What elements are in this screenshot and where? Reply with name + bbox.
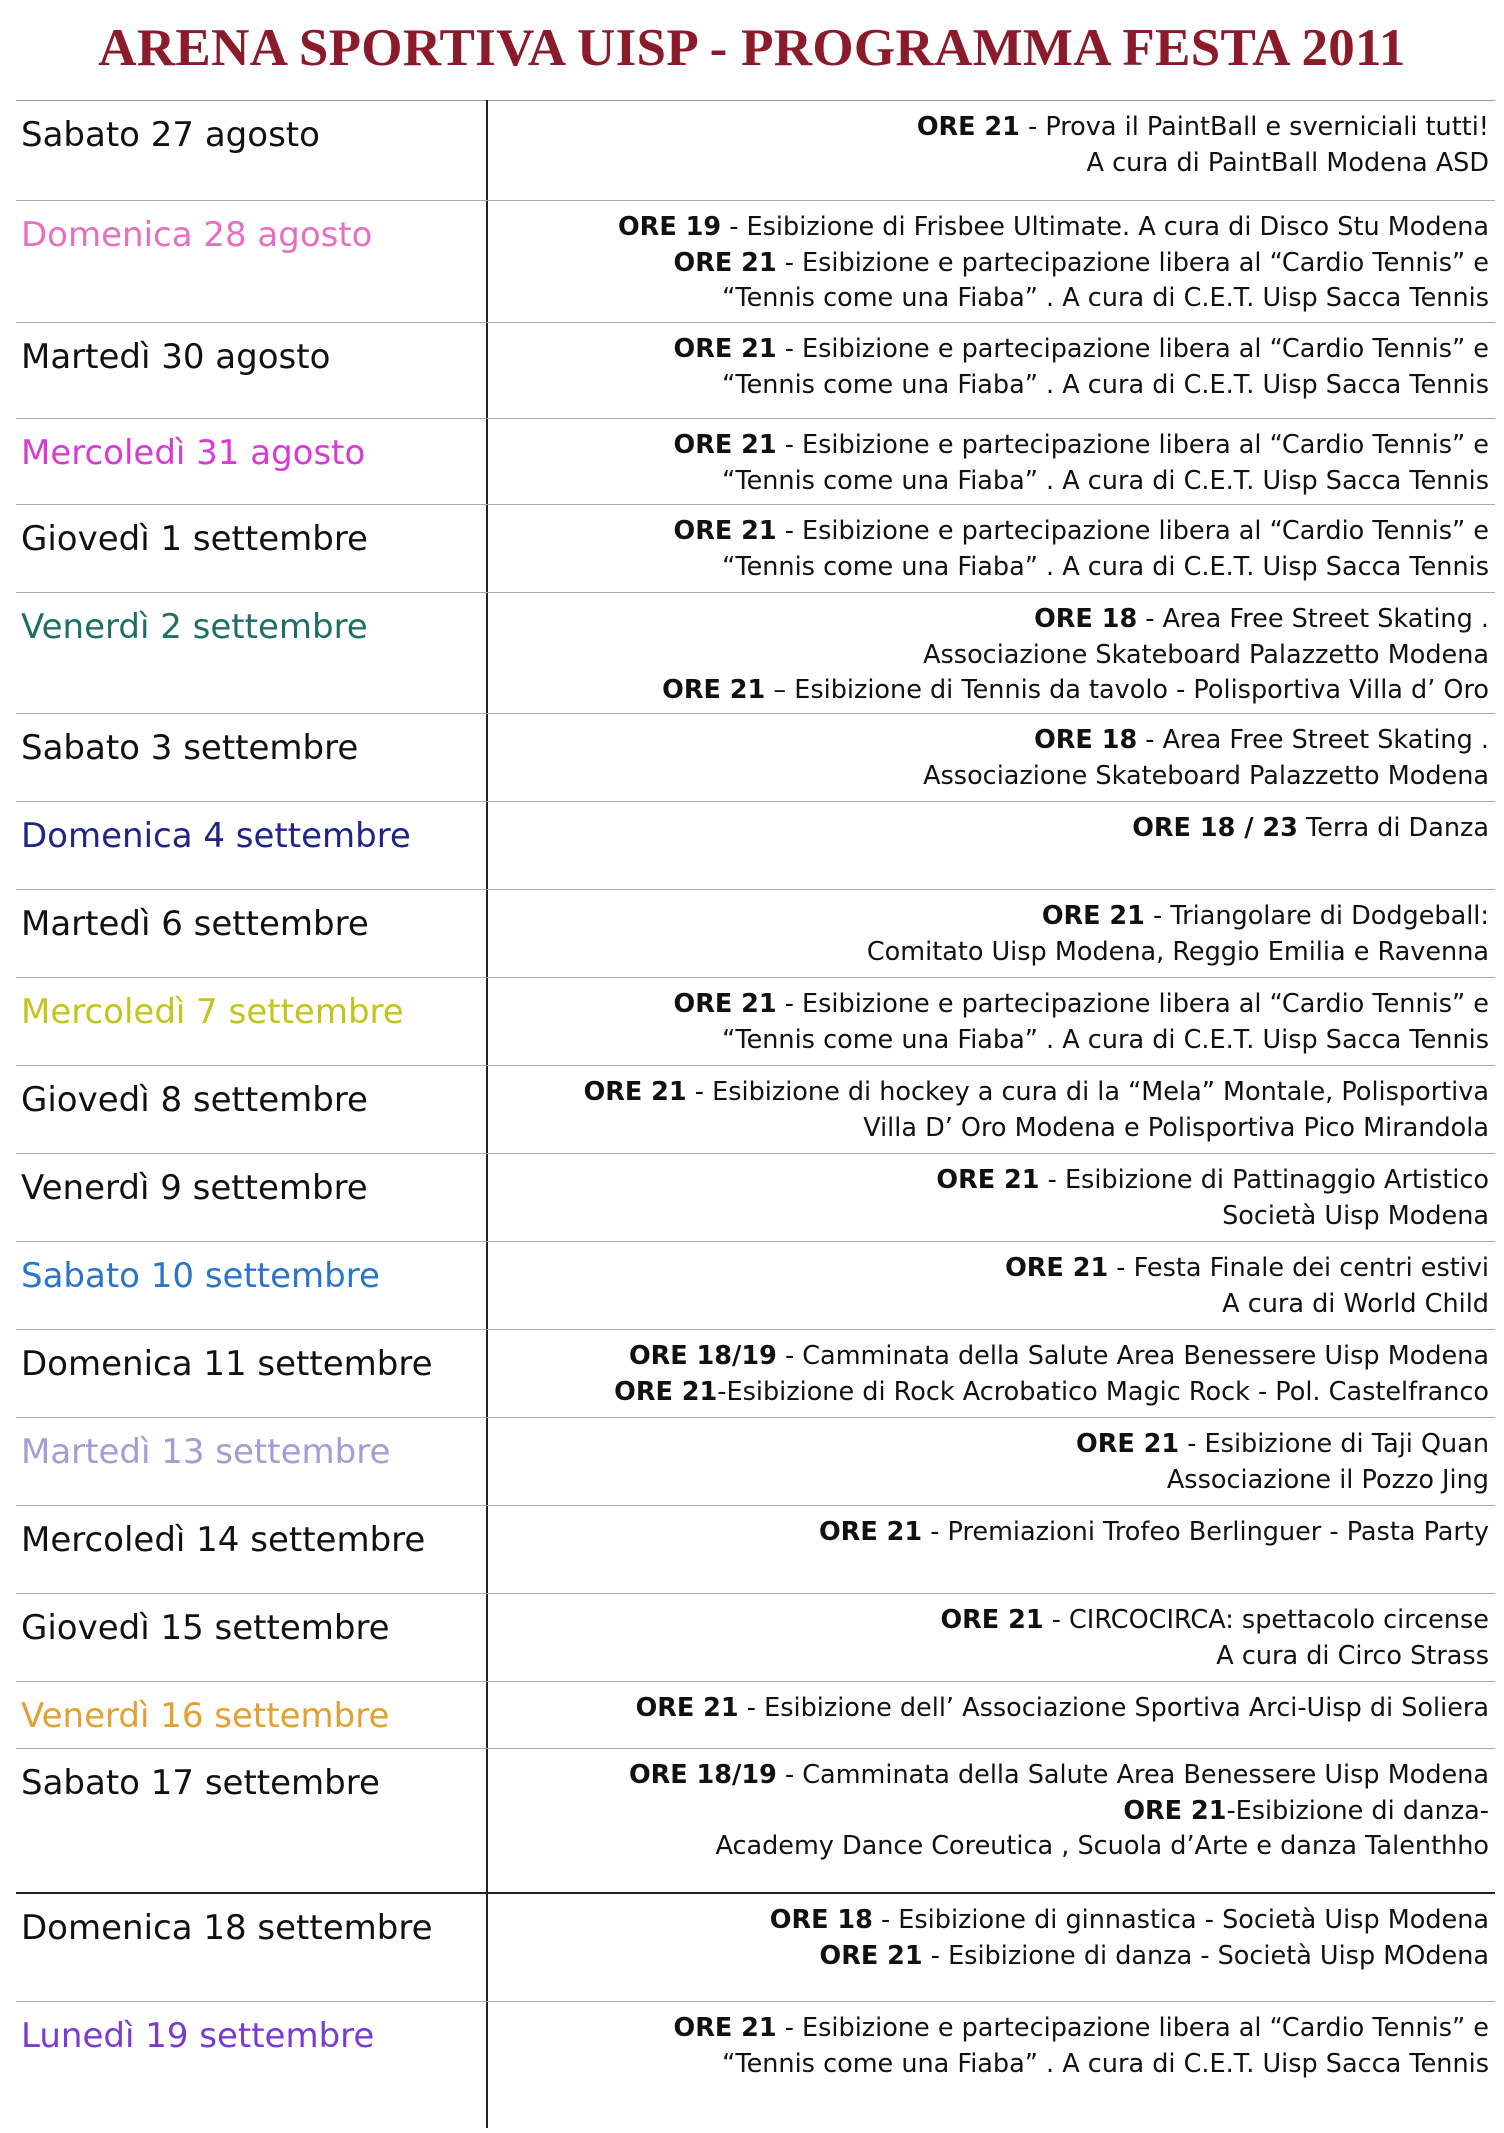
event-time: ORE 21 xyxy=(673,430,777,460)
event-line xyxy=(496,2047,1489,2083)
event-time: ORE 21 xyxy=(673,989,777,1019)
event-description: “Tennis come una Fiaba” . A cura di C.E.T. Uisp Sacca Tennis xyxy=(722,369,1489,400)
event-line xyxy=(496,899,1489,935)
event-line xyxy=(496,1427,1489,1463)
event-list xyxy=(496,428,1489,499)
day-label: Sabato 17 settembre xyxy=(21,1763,380,1803)
event-description: - Esibizione di Pattinaggio Artistico xyxy=(1039,1165,1489,1195)
event-line xyxy=(496,2011,1489,2047)
schedule-row xyxy=(16,1749,1495,1894)
event-description: - Esibizione e partecipazione libera al “Cardio Tennis” e xyxy=(776,430,1489,460)
event-list xyxy=(496,332,1489,403)
schedule-row xyxy=(16,1418,1495,1506)
schedule-row xyxy=(16,593,1495,714)
event-time: ORE 21 xyxy=(614,1376,718,1407)
event-time: ORE 18/19 xyxy=(628,1760,777,1790)
event-description: Terra di Danza xyxy=(1297,813,1489,843)
event-line xyxy=(496,110,1489,146)
event-description: Associazione il Pozzo Jing xyxy=(1166,1464,1489,1495)
event-description: “Tennis come una Fiaba” . A cura di C.E.T. Uisp Sacca Tennis xyxy=(722,283,1489,313)
event-description: “Tennis come una Fiaba” . A cura di C.E.T. Uisp Sacca Tennis xyxy=(722,551,1489,582)
day-label: Giovedì 15 settembre xyxy=(21,1608,390,1648)
event-description: A cura di Circo Strass xyxy=(1216,1640,1489,1671)
event-line xyxy=(496,1287,1489,1323)
event-time: ORE 21 xyxy=(819,1517,923,1547)
event-list xyxy=(496,514,1489,585)
event-description: - Esibizione dell’ Associazione Sportiva Arci-Uisp di Soliera xyxy=(738,1693,1489,1723)
schedule-row xyxy=(16,978,1495,1066)
event-description: - CIRCOCIRCA: spettacolo circense xyxy=(1043,1605,1489,1635)
schedule-row xyxy=(16,1242,1495,1330)
event-time: ORE 18 xyxy=(1034,725,1138,755)
day-label: Mercoledì 14 settembre xyxy=(21,1520,426,1560)
event-description: - Festa Finale dei centri estivi xyxy=(1108,1253,1489,1283)
event-line xyxy=(496,759,1489,795)
day-label: Domenica 4 settembre xyxy=(21,816,411,856)
event-line xyxy=(496,246,1489,282)
day-label: Venerdì 2 settembre xyxy=(21,607,368,647)
event-description: - Area Free Street Skating . xyxy=(1137,725,1489,755)
day-label: Giovedì 1 settembre xyxy=(21,519,368,559)
event-line xyxy=(496,1939,1489,1975)
event-description: - Esibizione e partecipazione libera al “Cardio Tennis” e xyxy=(776,334,1489,364)
event-description: – Esibizione di Tennis da tavolo - Polisportiva Villa d’ Oro xyxy=(765,675,1489,705)
event-line xyxy=(496,210,1489,246)
schedule-row xyxy=(16,2002,1495,2133)
day-label: Lunedì 19 settembre xyxy=(21,2016,375,2056)
event-description: Associazione Skateboard Palazzetto Modena xyxy=(923,760,1489,791)
schedule-row xyxy=(16,1154,1495,1242)
schedule-row xyxy=(16,201,1495,323)
event-description: “Tennis come una Fiaba” . A cura di C.E.T. Uisp Sacca Tennis xyxy=(722,1024,1489,1055)
event-line xyxy=(496,428,1489,464)
event-line xyxy=(496,1163,1489,1199)
schedule-row xyxy=(16,1682,1495,1749)
event-description: - Esibizione di danza - Società Uisp MOdena xyxy=(922,1940,1489,1971)
event-line xyxy=(496,1463,1489,1499)
event-time: ORE 21 xyxy=(673,2013,777,2043)
event-line xyxy=(496,1075,1489,1111)
event-line xyxy=(496,638,1489,674)
event-list xyxy=(496,602,1489,709)
event-time: ORE 21 xyxy=(673,247,777,278)
event-list xyxy=(496,1691,1489,1727)
day-label: Domenica 18 settembre xyxy=(21,1908,433,1948)
event-line xyxy=(496,1603,1489,1639)
event-description: - Camminata della Salute Area Benessere Uisp Modena xyxy=(776,1760,1489,1790)
event-description: Academy Dance Coreutica , Scuola d’Arte e danza Talenthho xyxy=(715,1831,1489,1861)
event-line xyxy=(496,1758,1489,1794)
event-list xyxy=(496,723,1489,794)
schedule-row xyxy=(16,1506,1495,1594)
event-line xyxy=(496,146,1489,182)
day-label: Martedì 6 settembre xyxy=(21,904,369,944)
event-description: - Esibizione di ginnastica - Società Uisp Modena xyxy=(872,1905,1489,1935)
event-line xyxy=(496,1339,1489,1375)
schedule-row xyxy=(16,1894,1495,2002)
event-time: ORE 18/19 xyxy=(628,1341,777,1371)
event-time: ORE 18 xyxy=(769,1905,873,1935)
day-label: Domenica 11 settembre xyxy=(21,1344,433,1384)
event-list xyxy=(496,1163,1489,1234)
event-description: - Camminata della Salute Area Benessere Uisp Modena xyxy=(776,1341,1489,1371)
event-time: ORE 19 xyxy=(618,212,722,242)
event-time: ORE 21 xyxy=(662,675,766,705)
event-description: Villa D’ Oro Modena e Polisportiva Pico Mirandola xyxy=(863,1112,1489,1143)
event-list xyxy=(496,1515,1489,1551)
event-description: Associazione Skateboard Palazzetto Modena xyxy=(923,639,1489,670)
event-description: - Esibizione di Taji Quan xyxy=(1179,1429,1489,1459)
day-label: Martedì 30 agosto xyxy=(21,337,331,377)
event-description: -Esibizione di Rock Acrobatico Magic Rock - Pol. Castelfranco xyxy=(717,1376,1489,1407)
event-line xyxy=(496,987,1489,1023)
day-label: Venerdì 16 settembre xyxy=(21,1696,390,1736)
event-line xyxy=(496,1794,1489,1830)
event-line xyxy=(496,1199,1489,1235)
event-time: ORE 21 xyxy=(583,1077,687,1107)
event-description: Comitato Uisp Modena, Reggio Emilia e Ravenna xyxy=(866,936,1489,967)
event-line xyxy=(496,332,1489,368)
event-description: - Prova il PaintBall e sverniciali tutti! xyxy=(1019,112,1489,142)
event-line xyxy=(496,514,1489,550)
event-description: “Tennis come una Fiaba” . A cura di C.E.T. Uisp Sacca Tennis xyxy=(722,2048,1489,2079)
event-description: A cura di PaintBall Modena ASD xyxy=(1086,147,1489,178)
event-time: ORE 21 xyxy=(635,1693,739,1723)
event-description: - Area Free Street Skating . xyxy=(1137,604,1489,634)
event-line xyxy=(496,1251,1489,1287)
event-line xyxy=(496,602,1489,638)
event-list xyxy=(496,110,1489,181)
event-description: - Esibizione di Frisbee Ultimate. A cura di Disco Stu Modena xyxy=(721,212,1489,242)
event-line xyxy=(496,281,1489,317)
event-line xyxy=(496,1691,1489,1727)
event-line xyxy=(496,673,1489,709)
event-description: - Premiazioni Trofeo Berlinguer - Pasta Party xyxy=(922,1517,1489,1547)
event-line xyxy=(496,1829,1489,1865)
event-description: - Esibizione e partecipazione libera al “Cardio Tennis” e xyxy=(776,989,1489,1019)
event-time: ORE 21 xyxy=(940,1605,1044,1635)
schedule-row xyxy=(16,890,1495,978)
event-list xyxy=(496,1603,1489,1674)
schedule-row xyxy=(16,1330,1495,1418)
day-label: Martedì 13 settembre xyxy=(21,1432,391,1472)
event-description: “Tennis come una Fiaba” . A cura di C.E.T. Uisp Sacca Tennis xyxy=(722,465,1489,496)
event-list xyxy=(496,1075,1489,1146)
event-description: - Esibizione e partecipazione libera al “Cardio Tennis” e xyxy=(776,516,1489,546)
day-label: Domenica 28 agosto xyxy=(21,215,373,255)
page-title: ARENA SPORTIVA UISP - PROGRAMMA FESTA 2011 xyxy=(98,19,1406,77)
event-line xyxy=(496,723,1489,759)
event-time: ORE 21 xyxy=(1076,1429,1180,1459)
event-time: ORE 21 xyxy=(1041,901,1145,931)
day-label: Sabato 10 settembre xyxy=(21,1256,380,1296)
event-time: ORE 21 xyxy=(673,334,777,364)
event-list xyxy=(496,1251,1489,1322)
event-list xyxy=(496,811,1489,847)
event-description: -Esibizione di danza- xyxy=(1226,1795,1489,1826)
event-list xyxy=(496,1758,1489,1865)
schedule-row xyxy=(16,323,1495,419)
day-label: Venerdì 9 settembre xyxy=(21,1168,368,1208)
event-list xyxy=(496,987,1489,1058)
event-line xyxy=(496,1111,1489,1147)
event-list xyxy=(496,899,1489,970)
event-line xyxy=(496,811,1489,847)
schedule-row xyxy=(16,802,1495,890)
event-list xyxy=(496,1339,1489,1410)
day-label: Sabato 3 settembre xyxy=(21,728,359,768)
event-line xyxy=(496,1023,1489,1059)
event-list xyxy=(496,1903,1489,1974)
event-time: ORE 21 xyxy=(819,1940,923,1971)
event-time: ORE 18 / 23 xyxy=(1132,813,1298,843)
event-line xyxy=(496,550,1489,586)
event-list xyxy=(496,1427,1489,1498)
event-time: ORE 21 xyxy=(673,516,777,546)
event-description: - Esibizione di hockey a cura di la “Mela” Montale, Polisportiva xyxy=(686,1077,1489,1107)
event-line xyxy=(496,1515,1489,1551)
event-description: - Triangolare di Dodgeball: xyxy=(1144,901,1489,931)
event-description: A cura di World Child xyxy=(1222,1288,1489,1319)
schedule-row xyxy=(16,1594,1495,1682)
event-line xyxy=(496,1639,1489,1675)
schedule-row xyxy=(16,1066,1495,1154)
event-description: - Esibizione e partecipazione libera al “Cardio Tennis” e xyxy=(776,247,1489,278)
day-label: Sabato 27 agosto xyxy=(21,115,320,155)
schedule-row xyxy=(16,101,1495,201)
event-time: ORE 21 xyxy=(936,1165,1040,1195)
schedule-row xyxy=(16,505,1495,593)
schedule-row xyxy=(16,714,1495,802)
event-line xyxy=(496,464,1489,500)
event-line xyxy=(496,368,1489,404)
day-label: Mercoledì 7 settembre xyxy=(21,992,404,1032)
schedule-table xyxy=(16,100,1495,2128)
day-label: Giovedì 8 settembre xyxy=(21,1080,368,1120)
event-list xyxy=(496,210,1489,317)
day-label: Mercoledì 31 agosto xyxy=(21,433,366,473)
event-description: - Esibizione e partecipazione libera al “Cardio Tennis” e xyxy=(776,2013,1489,2043)
event-line xyxy=(496,1903,1489,1939)
event-time: ORE 21 xyxy=(1123,1795,1227,1826)
event-description: Società Uisp Modena xyxy=(1222,1200,1489,1231)
event-line xyxy=(496,935,1489,971)
event-list xyxy=(496,2011,1489,2082)
event-time: ORE 21 xyxy=(916,112,1020,142)
event-time: ORE 21 xyxy=(1005,1253,1109,1283)
event-time: ORE 18 xyxy=(1034,604,1138,634)
schedule-row xyxy=(16,419,1495,505)
event-line xyxy=(496,1375,1489,1411)
